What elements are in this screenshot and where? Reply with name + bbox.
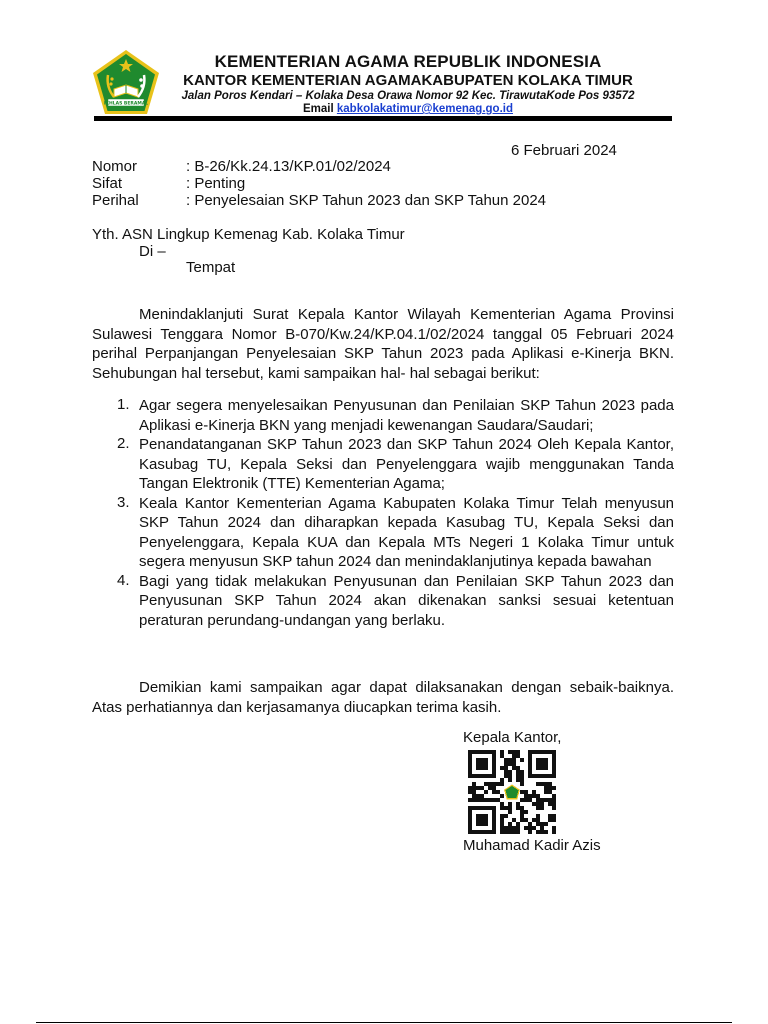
meta-key: Sifat — [92, 175, 123, 192]
list-number: 4. — [117, 571, 130, 589]
email-label: Email — [303, 103, 337, 115]
signature-title: Kepala Kantor, — [463, 729, 562, 746]
meta-key: Nomor — [92, 158, 138, 175]
recipient-di: Di – — [139, 243, 166, 260]
list-item — [92, 572, 674, 631]
recipient: Yth. ASN Lingkup Kemenag Kab. Kolaka Timur — [92, 226, 405, 243]
email-link[interactable]: kabkolakatimur@kemenag.go.id — [336, 103, 513, 115]
list-item — [92, 494, 674, 572]
letter-meta — [92, 158, 546, 209]
page-bottom-rule — [36, 1022, 732, 1023]
list-text: Penandatanganan SKP Tahun 2023 dan SKP Tahun 2024 Oleh Kepala Kantor, Kasubag TU, Kepala Seksi dan Penyelenggara wajib menggunakan Tanda Tangan Elektronik (TTE) Kementerian Agama; — [139, 436, 674, 492]
office-address: Jalan Poros Kendari – Kolaka Desa Orawa Nomor 92 Kec. TirawutaKode Pos 93572 — [181, 90, 635, 102]
meta-row-sifat — [92, 175, 546, 192]
list-text: Bagi yang tidak melakukan Penyusunan dan Penilaian SKP Tahun 2023 dan Penyusunan SKP Tahun 2024 akan dikenakan sanksi sesuai ketentuan peraturan perundang-undangan yang berlaku. — [139, 572, 674, 629]
office-name: KANTOR KEMENTERIAN AGAMAKABUPATEN KOLAKA TIMUR — [183, 72, 633, 89]
list-item — [92, 435, 674, 494]
office-email-line — [168, 103, 648, 116]
list-number: 2. — [117, 435, 130, 452]
list-number: 1. — [117, 396, 130, 413]
list-text: Agar segera menyelesaikan Penyusunan dan Penilaian SKP Tahun 2023 pada Aplikasi e-Kinerja BKN yang menjadi kewenangan Saudara/Saudari; — [139, 397, 674, 434]
letter-date: 6 Februari 2024 — [511, 142, 617, 159]
opening-paragraph: Menindaklanjuti Surat Kepala Kantor Wilayah Kementerian Agama Provinsi Sulawesi Tenggara Nomor B-070/Kw.24/KP.04.1/02/2024 tanggal 05 Februari 2024 perihal Perpanjangan Penyelesaian SKP Tahun 2023 pada Aplikasi e-Kinerja BKN. Sehubungan hal tersebut, kami sampaikan hal- hal sebagai berikut: — [92, 306, 674, 382]
meta-key: Perihal — [92, 192, 139, 209]
letterhead — [168, 52, 648, 116]
signer-name: Muhamad Kadir Azis — [463, 837, 601, 854]
meta-row-nomor — [92, 158, 546, 175]
letterhead-divider — [94, 116, 672, 121]
meta-value: : B-26/Kk.24.13/KP.01/02/2024 — [186, 158, 391, 175]
meta-value: : Penyelesaian SKP Tahun 2023 dan SKP Tahun 2024 — [186, 192, 547, 209]
list-item — [92, 396, 674, 435]
meta-row-perihal — [92, 192, 546, 209]
recipient-place: Tempat — [186, 259, 236, 276]
kemenag-logo-icon — [92, 49, 160, 115]
closing-paragraph: Demikian kami sampaikan agar dapat dilaksanakan dengan sebaik-baiknya. Atas perhatiannya dan kerjasamanya diucapkan terima kasih. — [92, 679, 674, 716]
points-list — [92, 396, 674, 630]
list-text: Keala Kantor Kementerian Agama Kabupaten Kolaka Timur Telah menyusun SKP Tahun 2024 dan diharapkan kepada Kasubag TU, Kepala Seksi dan Penyelenggara, Kepala KUA dan Kepala MTs Negeri 1 Kolaka Timur untuk segera menyusun SKP tahun 2024 dan menindaklanjutinya kepada bawahan — [139, 494, 674, 570]
qr-code-icon — [468, 750, 556, 834]
ministry-name: KEMENTERIAN AGAMA REPUBLIK INDONESIA — [214, 52, 602, 71]
meta-value: : Penting — [186, 175, 246, 192]
list-number: 3. — [117, 493, 130, 511]
logo-motto: IKHLAS BERAMAL — [103, 101, 149, 107]
